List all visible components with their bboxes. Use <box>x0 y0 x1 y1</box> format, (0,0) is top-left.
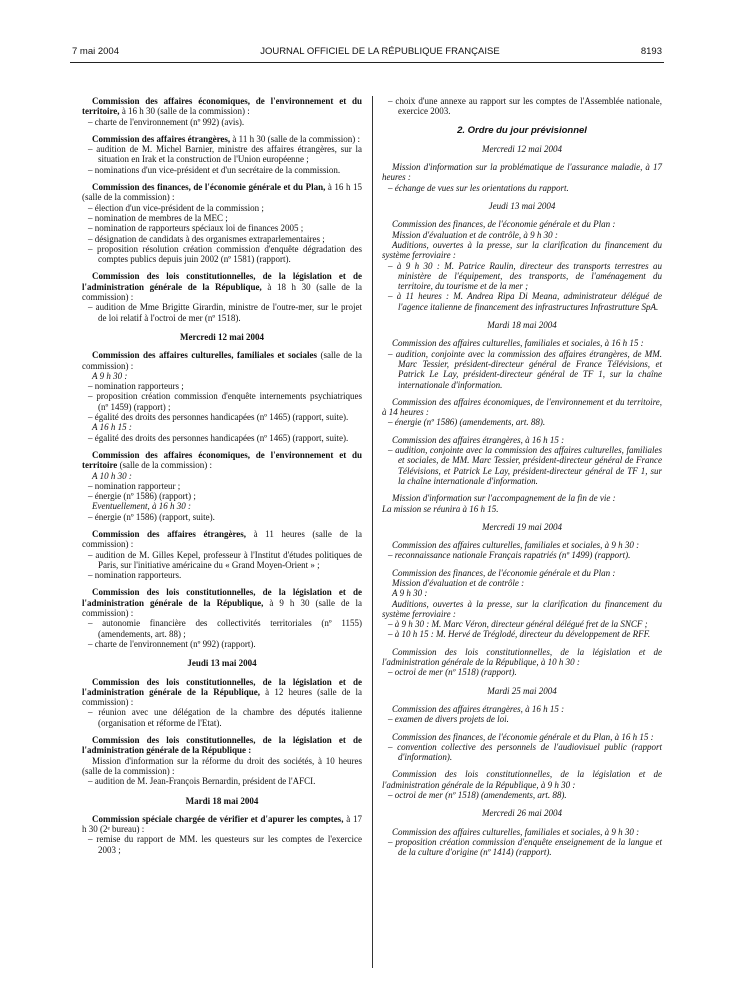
agenda-item: – proposition création commission d'enquête internements psychiatriques (nº 1459) (rapport) ; <box>88 391 362 412</box>
commission-title: Commission spéciale chargée de vérifier et d'apurer les comptes, <box>92 813 344 824</box>
agenda-item: – énergie (nº 1586) (amendements, art. 88). <box>388 417 546 428</box>
agenda-item: – audition de Mme Brigitte Girardin, ministre de l'outre-mer, sur le projet de loi relatif à l'octroi de mer (nº 1518). <box>88 302 362 323</box>
agenda-item: – à 9 h 30 : M. Patrice Raulin, directeur des transports terrestres au ministère de l'équipement, des transports, de l'aménagement du territoire, du tourisme et de la mer ; <box>388 260 662 292</box>
meeting-block <box>82 735 362 786</box>
date-heading: Mardi 18 mai 2004 <box>185 795 259 806</box>
commission-title: Commission des affaires étrangères, <box>92 133 231 144</box>
header-date: 7 mai 2004 <box>72 45 120 57</box>
meeting-time: à 17 h 30 (2ᵉ bureau) : <box>82 813 363 835</box>
agenda-item: – charte de l'environnement (nº 992) (rapport). <box>88 638 256 649</box>
meeting-time: à 11 h 30 (salle de la commission) : <box>230 133 361 144</box>
agenda-item: – échange de vues sur les orientations du rapport. <box>388 182 569 193</box>
meeting-block <box>382 568 662 640</box>
meeting-text: Mission d'information sur la problématique de l'assurance maladie, à 17 heures : <box>382 162 662 183</box>
agenda-item: – octroi de mer (nº 1518) (rapport). <box>388 667 517 678</box>
date-heading: Jeudi 13 mai 2004 <box>488 201 556 212</box>
meeting-block <box>382 162 662 193</box>
meeting-block <box>382 827 662 858</box>
meeting-time: (salle de la commission) : <box>82 350 363 371</box>
session-time: Eventuellement, à 16 h 30 : <box>92 501 191 512</box>
commission-title: Commission des lois constitutionnelles, de la législation et de l'administration générale de la République, <box>82 676 362 697</box>
meeting-time: à 12 heures (salle de la commission) : <box>82 686 362 708</box>
meeting-text: La mission se réunira à 16 h 15. <box>382 503 499 514</box>
meeting-block <box>82 450 362 522</box>
commission-title: Commission des lois constitutionnelles, de la législation et de l'administration générale de la République : <box>82 735 362 756</box>
agenda-item: – désignation de candidats à des organismes extraparlementaires ; <box>88 233 325 244</box>
meeting-text: Commission des affaires culturelles, familiales et sociales, à 16 h 15 : <box>392 338 644 349</box>
date-heading: Mercredi 12 mai 2004 <box>180 331 264 342</box>
meeting-block <box>82 814 362 855</box>
meeting-text: Commission des finances, de l'économie générale et du Plan : <box>392 219 616 230</box>
commission-title: Commission des affaires étrangères, <box>92 528 247 539</box>
meeting-text: Mission d'évaluation et de contrôle : <box>392 577 525 588</box>
commission-title: Commission des affaires économiques, de l'environnement et du territoire <box>82 449 362 471</box>
agenda-item: – convention collective des personnels de l'audiovisuel public (rapport d'information). <box>388 741 662 763</box>
agenda-item: – autonomie financière des collectivités territoriales (nº 1155) (amendements, art. 88) ; <box>88 618 362 639</box>
meeting-block <box>382 397 662 428</box>
agenda-item: – audition de M. Michel Barnier, ministre des affaires étrangères, sur la situation en Irak et la construction de l'Union européenne ; <box>88 144 362 165</box>
date-heading: Mardi 25 mai 2004 <box>487 685 557 696</box>
meeting-text: Commission des affaires étrangères, à 16 h 15 : <box>392 434 565 445</box>
meeting-time: à 18 h 30 (salle de la commission) : <box>82 281 362 303</box>
agenda-item: – à 9 h 30 : M. Marc Véron, directeur général délégué fret de la SNCF ; <box>388 619 648 630</box>
agenda-item: – audition de M. Gilles Kepel, professeur à l'Institut d'études politiques de Paris, sur l'initiative américaine du « Grand Moyen-Orient » ; <box>88 549 362 570</box>
agenda-item: – égalité des droits des personnes handicapées (nº 1465) (rapport, suite). <box>88 412 349 423</box>
agenda-item: – reconnaissance nationale Français rapatriés (nº 1499) (rapport). <box>388 550 631 561</box>
meeting-block <box>382 647 662 678</box>
meeting-time: à 16 h 30 (salle de la commission) : <box>119 106 250 117</box>
meeting-text: Commission des affaires économiques, de l'environnement et du territoire, à 14 heures : <box>382 396 662 418</box>
session-time: A 9 h 30 : <box>92 370 128 381</box>
meeting-block <box>382 435 662 486</box>
commission-title: Commission des finances, de l'économie générale et du Plan, <box>92 182 326 193</box>
agenda-item: – nomination rapporteurs ; <box>88 381 184 392</box>
meeting-block <box>82 134 362 175</box>
meeting-time: (salle de la commission) : <box>117 460 213 471</box>
agenda-item: – à 11 heures : M. Andrea Ripa Di Meana, administrateur délégué de l'agence italienne de financement des infrastructures Infrastrutture SpA. <box>388 291 662 312</box>
meeting-text: Auditions, ouvertes à la presse, sur la clarification du financement du système ferroviaire : <box>382 598 662 619</box>
meeting-time: à 11 heures (salle de la commission) : <box>82 528 362 550</box>
agenda-item: – réunion avec une délégation de la chambre des députés italienne (organisation et réforme de l'Etat). <box>88 707 362 728</box>
left-column <box>82 96 362 862</box>
agenda-item: – égalité des droits des personnes handicapées (nº 1465) (rapport, suite). <box>88 432 349 443</box>
agenda-item: – énergie (nº 1586) (rapport, suite). <box>88 511 215 522</box>
meeting-text: Commission des affaires étrangères, à 16 h 15 : <box>392 703 565 714</box>
meeting-text: A 9 h 30 : <box>392 588 428 599</box>
meeting-text: Mission d'évaluation et de contrôle, à 9 h 30 : <box>392 229 558 240</box>
agenda-item: – audition, conjointe avec la commission des affaires culturelles, familiales et sociales, de MM. Marc Tessier, président-directeur général de France Télévisions, et Patrick Le Lay, président-directeur général de TF 1, sur la chaîne internationale d'information. <box>388 445 662 486</box>
meeting-time: à 9 h 30 (salle de la commission) : <box>82 597 362 619</box>
agenda-item: – nomination rapporteur ; <box>88 480 181 491</box>
date-heading: Mardi 18 mai 2004 <box>487 320 557 331</box>
agenda-item: – nomination rapporteurs. <box>88 570 182 581</box>
meeting-block <box>382 769 662 800</box>
right-column <box>382 96 662 865</box>
meeting-block <box>82 271 362 322</box>
page-header <box>72 44 662 58</box>
meeting-block <box>382 219 662 312</box>
agenda-item: – élection d'un vice-président de la commission ; <box>88 202 264 213</box>
meeting-block <box>382 732 662 763</box>
date-heading: Jeudi 13 mai 2004 <box>187 658 257 669</box>
section-title: 2. Ordre du jour prévisionnel <box>457 124 587 136</box>
agenda-item: – audition de M. Jean-François Bernardin, président de l'AFCI. <box>88 776 316 787</box>
meeting-block <box>382 338 662 389</box>
agenda-item: – examen de divers projets de loi. <box>388 714 509 725</box>
meeting-time: à 16 h 15 (salle de la commission) : <box>82 182 362 203</box>
session-time: A 16 h 15 : <box>92 422 132 433</box>
agenda-item: – proposition résolution création commission d'enquête dégradation des comptes publics depuis juin 2002 (nº 1581) (rapport). <box>88 243 362 265</box>
date-heading: Mercredi 19 mai 2004 <box>481 521 563 532</box>
commission-title: Commission des affaires culturelles, familiales et sociales <box>92 350 317 361</box>
agenda-item: – octroi de mer (nº 1518) (amendements, art. 88). <box>388 790 567 801</box>
meeting-text: Commission des lois constitutionnelles, de la législation et de l'administration générale de la République, à 9 h 30 : <box>382 769 662 790</box>
meeting-block <box>82 350 362 443</box>
agenda-item: – nomination de membres de la MEC ; <box>88 212 228 223</box>
header-page-number: 8193 <box>640 45 662 57</box>
meeting-text: Auditions, ouvertes à la presse, sur la clarification du financement du système ferroviaire : <box>382 239 662 261</box>
agenda-item: – remise du rapport de MM. les questeurs sur les comptes de l'exercice 2003 ; <box>88 834 362 855</box>
commission-title: Commission des lois constitutionnelles, de la législation et de l'administration générale de la République, <box>82 587 362 608</box>
commission-title: Commission des affaires économiques, de l'environnement et du territoire, <box>82 96 362 117</box>
column-divider <box>372 96 373 968</box>
agenda-item: – audition, conjointe avec la commission des affaires étrangères, de MM. Marc Tessier, président-directeur général de France Télévisions, et Patrick Le Lay, président-directeur général de TF 1, sur la chaîne internationale d'information. <box>388 348 662 390</box>
session-time: A 10 h 30 : <box>92 470 132 481</box>
meeting-block <box>82 587 362 649</box>
header-rule <box>70 62 664 63</box>
meeting-text: Commission des affaires culturelles, familiales et sociales, à 9 h 30 : <box>392 540 640 551</box>
meeting-block <box>82 96 362 127</box>
meeting-block <box>382 493 662 514</box>
meeting-text: Commission des affaires culturelles, familiales et sociales, à 9 h 30 : <box>392 826 640 837</box>
date-heading: Mercredi 26 mai 2004 <box>481 808 563 819</box>
meeting-text: Mission d'information sur la réforme du droit des sociétés, à 10 heures (salle de la commission) : <box>82 755 362 776</box>
meeting-block <box>82 677 362 728</box>
agenda-item: – proposition création commission d'enquête enseignement de la langue et de la culture d'origine (nº 1414) (rapport). <box>388 836 662 858</box>
agenda-item: – nomination de rapporteurs spéciaux loi de finances 2005 ; <box>88 223 304 234</box>
meeting-text: Commission des finances, de l'économie générale et du Plan, à 16 h 15 : <box>392 731 654 742</box>
meeting-text: Commission des lois constitutionnelles, de la législation et de l'administration générale de la République, à 10 h 30 : <box>382 646 662 668</box>
commission-title: Commission des lois constitutionnelles, de la législation et de l'administration générale de la République, <box>82 271 362 292</box>
meeting-block <box>82 182 362 264</box>
agenda-item: – énergie (nº 1586) (rapport) ; <box>88 491 196 502</box>
header-journal-title: JOURNAL OFFICIEL DE LA RÉPUBLIQUE FRANÇAISE <box>260 45 500 57</box>
agenda-item: – à 10 h 15 : M. Hervé de Tréglodé, directeur du développement de RFF. <box>388 629 651 640</box>
agenda-item: – nominations d'un vice-président et d'un secrétaire de la commission. <box>88 164 341 175</box>
date-heading: Mercredi 12 mai 2004 <box>481 143 563 154</box>
meeting-block <box>382 704 662 725</box>
meeting-text: Mission d'information sur l'accompagnement de la fin de vie : <box>392 493 616 504</box>
agenda-item: – charte de l'environnement (nº 992) (avis). <box>88 116 245 127</box>
meeting-block <box>82 529 362 580</box>
meeting-text: Commission des finances, de l'économie générale et du Plan : <box>392 567 616 578</box>
agenda-item: – choix d'une annexe au rapport sur les comptes de l'Assemblée nationale, exercice 2003. <box>388 96 662 117</box>
meeting-block <box>382 540 662 561</box>
